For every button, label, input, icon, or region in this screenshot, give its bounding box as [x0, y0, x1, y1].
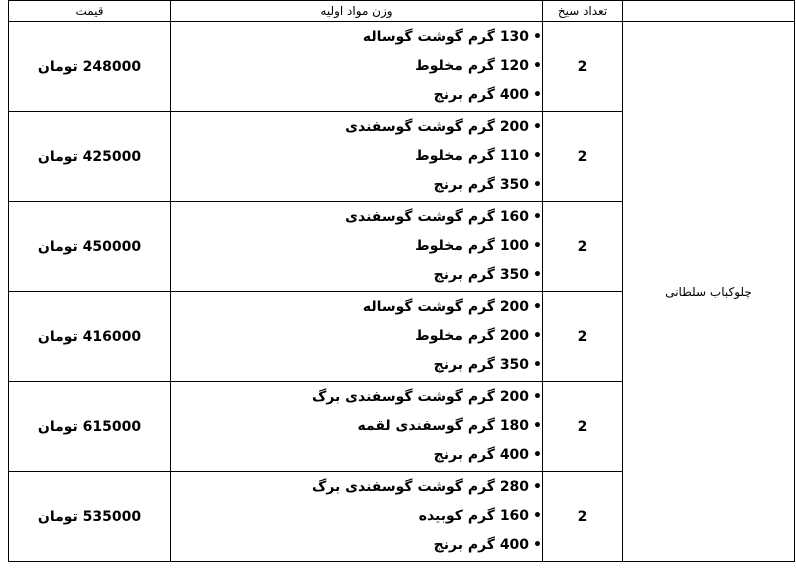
ingredient-text: 350 گرم برنج	[433, 177, 530, 193]
price: 615000 تومان	[9, 382, 171, 472]
bullet-icon: •	[533, 148, 542, 164]
ingredient-item	[171, 232, 542, 261]
price: 535000 تومان	[9, 472, 171, 562]
ingredient-item	[171, 171, 542, 200]
ingredient-item	[171, 81, 542, 110]
ingredient-text: 200 گرم مخلوط	[415, 328, 530, 344]
bullet-icon: •	[533, 267, 542, 283]
ingredient-item	[171, 351, 542, 380]
ingredient-text: 100 گرم مخلوط	[415, 238, 530, 254]
ingredient-item	[171, 293, 542, 322]
table-row	[9, 22, 795, 112]
ingredient-item	[171, 261, 542, 290]
ingredient-text: 200 گرم گوشت گوسفندی	[345, 119, 530, 135]
ingredients-cell	[171, 292, 543, 382]
ingredient-text: 350 گرم برنج	[433, 357, 530, 373]
header-row	[9, 1, 795, 22]
ingredient-text: 110 گرم مخلوط	[415, 148, 530, 164]
bullet-icon: •	[533, 209, 542, 225]
ingredient-item	[171, 142, 542, 171]
header-price: قیمت	[9, 1, 171, 22]
ingredient-item	[171, 322, 542, 351]
ingredient-text: 400 گرم برنج	[433, 447, 530, 463]
bullet-icon: •	[533, 87, 542, 103]
price: 450000 تومان	[9, 202, 171, 292]
bullet-icon: •	[533, 119, 542, 135]
ingredient-text: 200 گرم گوشت گوسفندی برگ	[312, 389, 530, 405]
ingredient-text: 180 گرم گوسفندی لقمه	[357, 418, 530, 434]
bullet-icon: •	[533, 537, 542, 553]
ingredient-text: 120 گرم مخلوط	[415, 58, 530, 74]
bullet-icon: •	[533, 58, 542, 74]
bullet-icon: •	[533, 177, 542, 193]
ingredients-cell	[171, 112, 543, 202]
bullet-icon: •	[533, 418, 542, 434]
bullet-icon: •	[533, 29, 542, 45]
ingredient-text: 350 گرم برنج	[433, 267, 530, 283]
price: 416000 تومان	[9, 292, 171, 382]
ingredient-item	[171, 441, 542, 470]
ingredients-cell	[171, 202, 543, 292]
skewer-count: 2	[543, 472, 623, 562]
ingredient-item	[171, 383, 542, 412]
price: 425000 تومان	[9, 112, 171, 202]
bullet-icon: •	[533, 299, 542, 315]
ingredient-text: 160 گرم گوشت گوسفندی	[345, 209, 530, 225]
skewer-count: 2	[543, 112, 623, 202]
bullet-icon: •	[533, 479, 542, 495]
ingredient-item	[171, 531, 542, 560]
ingredient-item	[171, 203, 542, 232]
bullet-icon: •	[533, 389, 542, 405]
skewer-count: 2	[543, 202, 623, 292]
bullet-icon: •	[533, 357, 542, 373]
ingredients-cell	[171, 382, 543, 472]
ingredients-cell	[171, 472, 543, 562]
bullet-icon: •	[533, 328, 542, 344]
ingredient-item	[171, 23, 542, 52]
ingredient-item	[171, 412, 542, 441]
ingredient-text: 280 گرم گوشت گوسفندی برگ	[312, 479, 530, 495]
ingredient-item	[171, 473, 542, 502]
ingredient-text: 160 گرم کوبیده	[418, 508, 530, 524]
dish-name: چلوکباب سلطانی	[623, 22, 795, 562]
header-count: تعداد سیخ	[543, 1, 623, 22]
bullet-icon: •	[533, 508, 542, 524]
ingredient-text: 400 گرم برنج	[433, 537, 530, 553]
bullet-icon: •	[533, 447, 542, 463]
ingredient-item	[171, 113, 542, 142]
bullet-icon: •	[533, 238, 542, 254]
skewer-count: 2	[543, 22, 623, 112]
skewer-count: 2	[543, 292, 623, 382]
ingredient-text: 130 گرم گوشت گوساله	[362, 29, 530, 45]
ingredient-item	[171, 52, 542, 81]
ingredients-cell	[171, 22, 543, 112]
ingredient-text: 400 گرم برنج	[433, 87, 530, 103]
ingredient-item	[171, 502, 542, 531]
price: 248000 تومان	[9, 22, 171, 112]
menu-table	[8, 0, 795, 562]
header-ingredients: وزن مواد اولیه	[171, 1, 543, 22]
skewer-count: 2	[543, 382, 623, 472]
header-name	[623, 1, 795, 22]
ingredient-text: 200 گرم گوشت گوساله	[362, 299, 530, 315]
